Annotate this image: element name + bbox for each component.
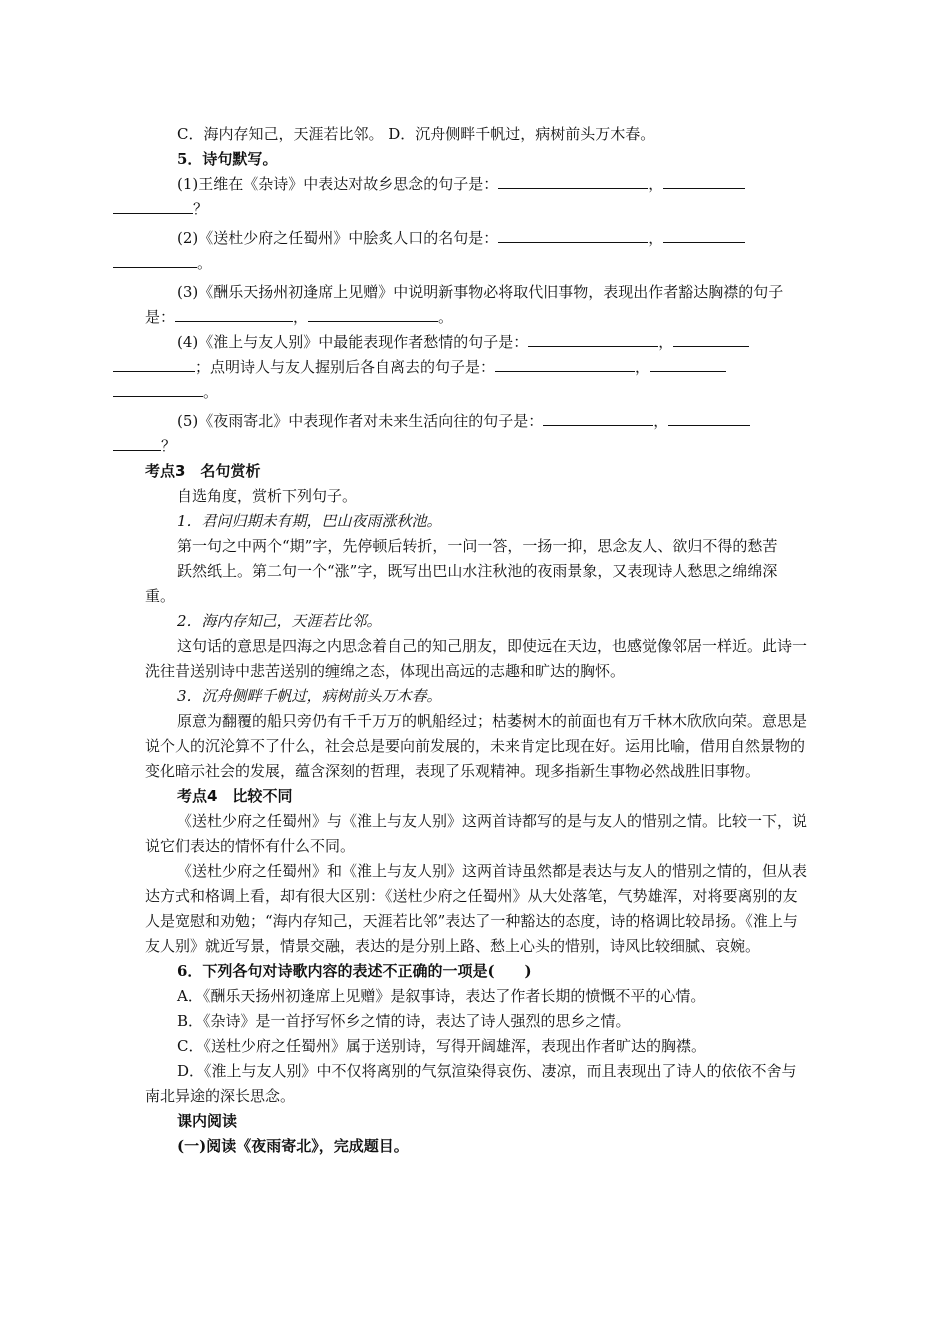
k4-question: 《送杜少府之任蜀州》与《淮上与友人别》这两首诗都写的是与友人的惜别之情。比较一下，说说它们表达的情怀有什么不同。 bbox=[145, 812, 808, 855]
q5-item-3 bbox=[145, 280, 807, 330]
answer-blank[interactable] bbox=[113, 253, 197, 268]
separator: ， bbox=[648, 229, 664, 247]
q5-item-1 bbox=[145, 172, 807, 222]
q5-item-2 bbox=[145, 226, 807, 276]
answer-blank[interactable] bbox=[663, 174, 745, 189]
end-mark: 。 bbox=[438, 308, 454, 326]
q5-item-5-text: (5)《夜雨寄北》中表现作者对未来生活向往的句子是： bbox=[177, 412, 544, 430]
k3-analysis-1a: 第一句之中两个“期”字，先停顿后转折，一问一答，一扬一抑，思念友人、欲归不得的愁苦 bbox=[177, 537, 778, 555]
option-cd-line: C．海内存知己，天涯若比邻。 D．沉舟侧畔千帆过，病树前头万木春。 bbox=[177, 125, 656, 143]
separator: ， bbox=[648, 175, 664, 193]
end-mark: 。 bbox=[197, 254, 213, 272]
answer-blank[interactable] bbox=[663, 228, 745, 243]
answer-blank[interactable] bbox=[113, 436, 161, 451]
answer-blank[interactable] bbox=[308, 307, 438, 322]
q5-item-4-text-2: ；点明诗人与友人握别后各自离去的句子是： bbox=[195, 358, 496, 376]
end-mark: ？ bbox=[161, 437, 177, 455]
k3-sentence-2: 2．海内存知己，天涯若比邻。 bbox=[177, 612, 382, 630]
answer-blank[interactable] bbox=[113, 357, 195, 372]
k3-analysis-1b: 跃然纸上。第二句一个“涨”字，既写出巴山水注秋池的夜雨景象，又表现诗人愁思之绵绵深重。 bbox=[145, 562, 778, 605]
answer-blank[interactable] bbox=[498, 174, 648, 189]
k3-intro: 自选角度，赏析下列句子。 bbox=[177, 487, 358, 505]
k4-answer: 《送杜少府之任蜀州》和《淮上与友人别》这两首诗虽然都是表达与友人的惜别之情的，但从表达方式和格调上看，却有很大区别：《送杜少府之任蜀州》从大处落笔，气势雄浑，对将要离别的友人是宽慰和劝勉；“海内存知己，天涯若比邻”表达了一种豁达的态度，诗的格调比较昂扬。《淮上与友人别》就近写景，情景交融，表达的是分别上路、愁上心头的惜别，诗风比较细腻、哀婉。 bbox=[145, 862, 808, 955]
k3-sentence-3: 3．沉舟侧畔千帆过，病树前头万木春。 bbox=[177, 687, 442, 705]
end-mark: 。 bbox=[203, 383, 219, 401]
q5-item-1-text: (1)王维在《杂诗》中表达对故乡思念的句子是： bbox=[177, 175, 499, 193]
end-mark: ？ bbox=[193, 200, 209, 218]
separator: ， bbox=[293, 308, 309, 326]
answer-blank[interactable] bbox=[528, 332, 658, 347]
q6-option-c[interactable]: C．《送杜少府之任蜀州》属于送别诗，写得开阔雄浑，表现出作者旷达的胸襟。 bbox=[177, 1037, 706, 1055]
k4-heading: 考点4 比较不同 bbox=[177, 787, 293, 805]
q6-option-b[interactable]: B．《杂诗》是一首抒写怀乡之情的诗，表达了诗人强烈的思乡之情。 bbox=[177, 1012, 631, 1030]
separator: ， bbox=[658, 333, 674, 351]
q5-item-4-text: (4)《淮上与友人别》中最能表现作者愁情的句子是： bbox=[177, 333, 529, 351]
separator: ， bbox=[635, 358, 651, 376]
document-page bbox=[145, 122, 807, 1159]
k3-heading: 考点3 名句赏析 bbox=[145, 462, 261, 480]
answer-blank[interactable] bbox=[543, 411, 653, 426]
k3-analysis-3: 原意为翻覆的船只旁仍有千千万万的帆船经过；枯萎树木的前面也有万千林木欣欣向荣。意思是说个人的沉沦算不了什么，社会总是要向前发展的，未来肯定比现在好。运用比喻，借用自然景物的变化暗示社会的发展，蕴含深刻的哲理，表现了乐观精神。现多指新生事物必然战胜旧事物。 bbox=[145, 712, 808, 780]
answer-blank[interactable] bbox=[113, 382, 203, 397]
q5-item-4 bbox=[145, 330, 807, 405]
k3-analysis-2: 这句话的意思是四海之内思念着自己的知己朋友，即使远在天边，也感觉像邻居一样近。此诗一洗往昔送别诗中悲苦送别的缠绵之态，体现出高远的志趣和旷达的胸怀。 bbox=[145, 637, 808, 680]
q6-option-d[interactable]: D．《淮上与友人别》中不仅将离别的气氛渲染得哀伤、凄凉，而且表现出了诗人的依依不舍与南北异途的深长思念。 bbox=[145, 1062, 797, 1105]
k3-sentence-1: 1．君问归期未有期，巴山夜雨涨秋池。 bbox=[177, 512, 442, 530]
q5-title: 5．诗句默写。 bbox=[177, 150, 278, 168]
q5-item-5 bbox=[145, 409, 807, 459]
answer-blank[interactable] bbox=[495, 357, 635, 372]
answer-blank[interactable] bbox=[175, 307, 293, 322]
reading-title: 课内阅读 bbox=[177, 1112, 238, 1130]
answer-blank[interactable] bbox=[113, 199, 193, 214]
separator: ， bbox=[653, 412, 669, 430]
q5-item-2-text: (2)《送杜少府之任蜀州》中脍炙人口的名句是： bbox=[177, 229, 499, 247]
q6-option-a[interactable]: A．《酬乐天扬州初逢席上见赠》是叙事诗，表达了作者长期的愤慨不平的心情。 bbox=[177, 987, 706, 1005]
q5-item-3-text: (3)《酬乐天扬州初逢席上见赠》中说明新事物必将取代旧事物，表现出作者豁达胸襟的句子是： bbox=[145, 283, 784, 326]
answer-blank[interactable] bbox=[673, 332, 749, 347]
answer-blank[interactable] bbox=[650, 357, 726, 372]
answer-blank[interactable] bbox=[498, 228, 648, 243]
reading-subtitle: (一)阅读《夜雨寄北》，完成题目。 bbox=[177, 1137, 409, 1155]
q6-title: 6．下列各句对诗歌内容的表述不正确的一项是( ) bbox=[177, 962, 532, 980]
answer-blank[interactable] bbox=[668, 411, 750, 426]
